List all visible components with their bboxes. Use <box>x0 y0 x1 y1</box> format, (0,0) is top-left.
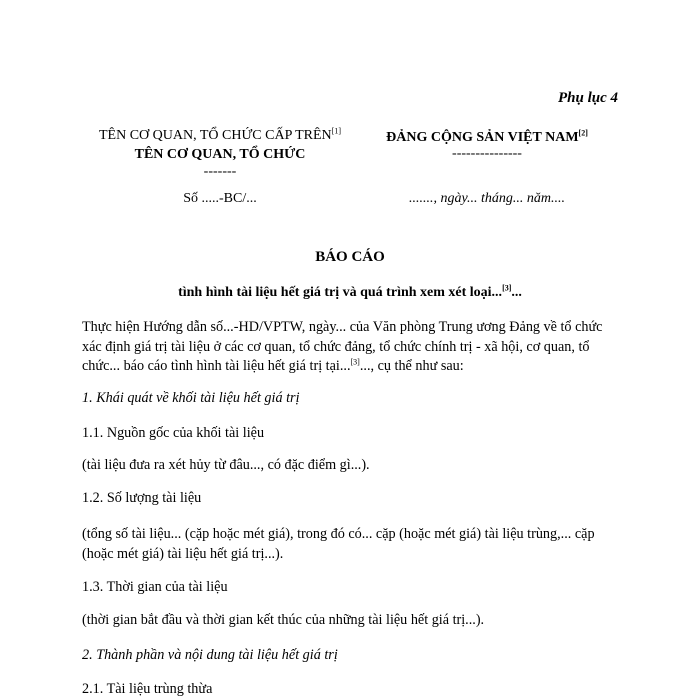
footnote-ref-3b: [3] <box>350 357 360 367</box>
subsection-1-1-desc: (tài liệu đưa ra xét hủy từ đâu..., có đặc điểm gì...). <box>82 457 370 473</box>
subsection-1-2: 1.2. Số lượng tài liệu <box>82 490 202 506</box>
parent-org-name <box>70 128 370 144</box>
parent-org-text: TÊN CƠ QUAN, TỔ CHỨC CẤP TRÊN <box>98 128 332 143</box>
right-divider: --------------- <box>452 146 522 161</box>
document-number: Số .....-BC/... <box>183 191 257 206</box>
footnote-ref-3: [3] <box>502 283 512 293</box>
subsection-1-1: 1.1. Nguồn gốc của khối tài liệu <box>82 425 265 441</box>
section-1-heading: 1. Khái quát về khối tài liệu hết giá trị <box>82 390 300 406</box>
subsection-1-3-desc: (thời gian bắt đầu và thời gian kết thúc của những tài liệu hết giá trị...). <box>82 612 485 628</box>
org-name: TÊN CƠ QUAN, TỔ CHỨC <box>134 147 306 162</box>
appendix-label: Phụ lục 4 <box>557 90 618 106</box>
section-2-heading: 2. Thành phần và nội dung tài liệu hết giá trị <box>82 647 338 663</box>
subsection-2-1: 2.1. Tài liệu trùng thừa <box>82 681 213 697</box>
report-subtitle <box>0 285 700 301</box>
date-line: ......., ngày... tháng... năm.... <box>409 191 565 206</box>
subsection-1-3: 1.3. Thời gian của tài liệu <box>82 579 228 595</box>
left-divider: ------- <box>203 164 237 179</box>
intro-text: Thực hiện Hướng dẫn số...-HD/VPTW, ngày... của Văn phòng Trung ương Đảng về tổ chức xác định giá trị tài liệu ở các cơ quan, tổ chức đảng, tổ chức chính trị - xã hội, cơ quan, tổ chức... báo cáo tình hình tài liệu hết giá trị tại... <box>82 319 603 374</box>
intro-tail: ..., cụ thể như sau: <box>359 358 464 374</box>
subsection-1-2-desc: (tổng số tài liệu... (cặp hoặc mét giá), trong đó có... cặp (hoặc mét giá) tài liệu trùng,... cặp (hoặc mét giá) tài liệu hết giá trị...). <box>82 526 595 562</box>
party-name <box>372 130 602 146</box>
footnote-ref-2: [2] <box>578 128 588 138</box>
report-subtitle-tail: ... <box>511 285 522 300</box>
party-name-text: ĐẢNG CỘNG SẢN VIỆT NAM <box>386 130 579 145</box>
footnote-ref-1: [1] <box>331 126 341 136</box>
report-subtitle-text: tình hình tài liệu hết giá trị và quá trình xem xét loại... <box>178 285 503 300</box>
report-title: BÁO CÁO <box>315 249 385 265</box>
intro-paragraph <box>82 318 622 377</box>
